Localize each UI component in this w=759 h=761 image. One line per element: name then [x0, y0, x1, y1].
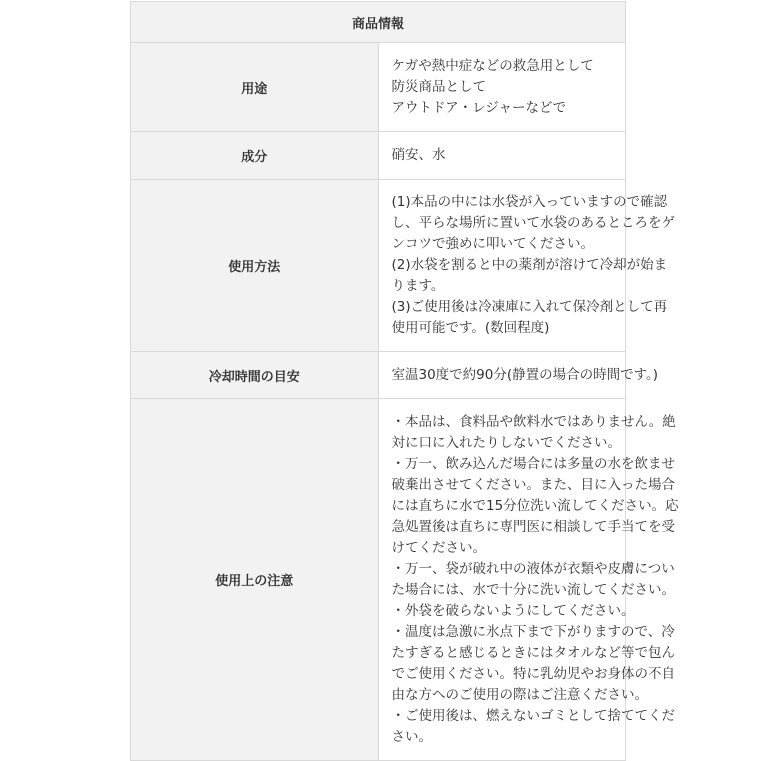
table-row-usage	[131, 43, 626, 132]
usage-line: 防災商品として	[391, 78, 486, 95]
directions-line: 使用可能です。(数回程度)	[391, 320, 550, 336]
directions-line: ります。	[391, 278, 445, 294]
row-value-usage	[378, 43, 626, 132]
precautions-line: でご使用ください。特に乳幼児やお身体の不自	[391, 665, 675, 682]
product-info-table	[130, 1, 679, 761]
cooling-time-line: 室温30度で約90分(静置の場合の時間です。)	[391, 366, 659, 383]
precautions-line: 対に口に入れたりしないでください。	[391, 434, 621, 451]
precautions-line: ・外袋を破らないようにしてください。	[391, 602, 635, 619]
directions-line: ンコツで強めに叩いてください。	[391, 236, 594, 252]
precautions-line: ・万一、袋が破れ中の液体が衣類や皮膚につい	[391, 560, 675, 577]
row-label-ingredients: 成分	[131, 132, 379, 180]
directions-line: (1)本品の中には水袋が入っていますので確認	[391, 194, 668, 210]
directions-line: (3)ご使用後は冷凍庫に入れて保冷剤として再	[391, 299, 668, 315]
precautions-line: 由な方へのご使用の際はご注意ください。	[391, 686, 648, 703]
row-value-precautions	[378, 399, 679, 761]
precautions-line: ・本品は、食料品や飲料水ではありません。絶	[391, 413, 676, 430]
table-row-directions	[131, 180, 626, 352]
table-title: 商品情報	[131, 2, 626, 43]
usage-line: ケガや熱中症などの救急用として	[391, 57, 594, 74]
table-row-precautions	[131, 399, 626, 761]
row-value-cooling-time	[378, 352, 659, 399]
row-value-directions	[378, 180, 675, 352]
precautions-line: 破棄出させてください。また、目に入った場合	[391, 476, 675, 493]
ingredients-line: 硝安、水	[391, 147, 446, 163]
row-label-usage: 用途	[131, 43, 379, 132]
precautions-line: には直ちに水で15分位洗い流してください。応	[391, 497, 679, 514]
table-row-cooling-time	[131, 352, 626, 399]
precautions-line: ・万一、飲み込んだ場合には多量の水を飲ませ	[391, 455, 675, 472]
usage-line: アウトドア・レジャーなどで	[391, 99, 566, 116]
row-label-cooling-time: 冷却時間の目安	[131, 352, 379, 399]
row-label-directions: 使用方法	[131, 180, 379, 352]
precautions-line: ・ご使用後は、燃えないゴミとして捨ててくだ	[391, 707, 675, 724]
precautions-line: 急処置後は直ちに専門医に相談して手当てを受	[391, 518, 675, 535]
precautions-line: ・温度は急激に氷点下まで下がりますので、冷	[391, 623, 675, 640]
precautions-line: た場合には、水で十分に洗い流してください。	[391, 581, 675, 598]
row-label-precautions: 使用上の注意	[131, 399, 379, 761]
precautions-line: けてください。	[391, 539, 486, 556]
table-header-row	[131, 2, 626, 43]
precautions-line: さい。	[391, 728, 432, 745]
directions-line: (2)水袋を割ると中の薬剤が溶けて冷却が始ま	[391, 257, 668, 273]
row-value-ingredients	[378, 132, 626, 180]
table-row-ingredients	[131, 132, 626, 180]
directions-line: し、平らな場所に置いて水袋のあるところをゲ	[391, 215, 675, 231]
precautions-line: たすぎると感じるときにはタオルなど等で包ん	[391, 644, 675, 661]
